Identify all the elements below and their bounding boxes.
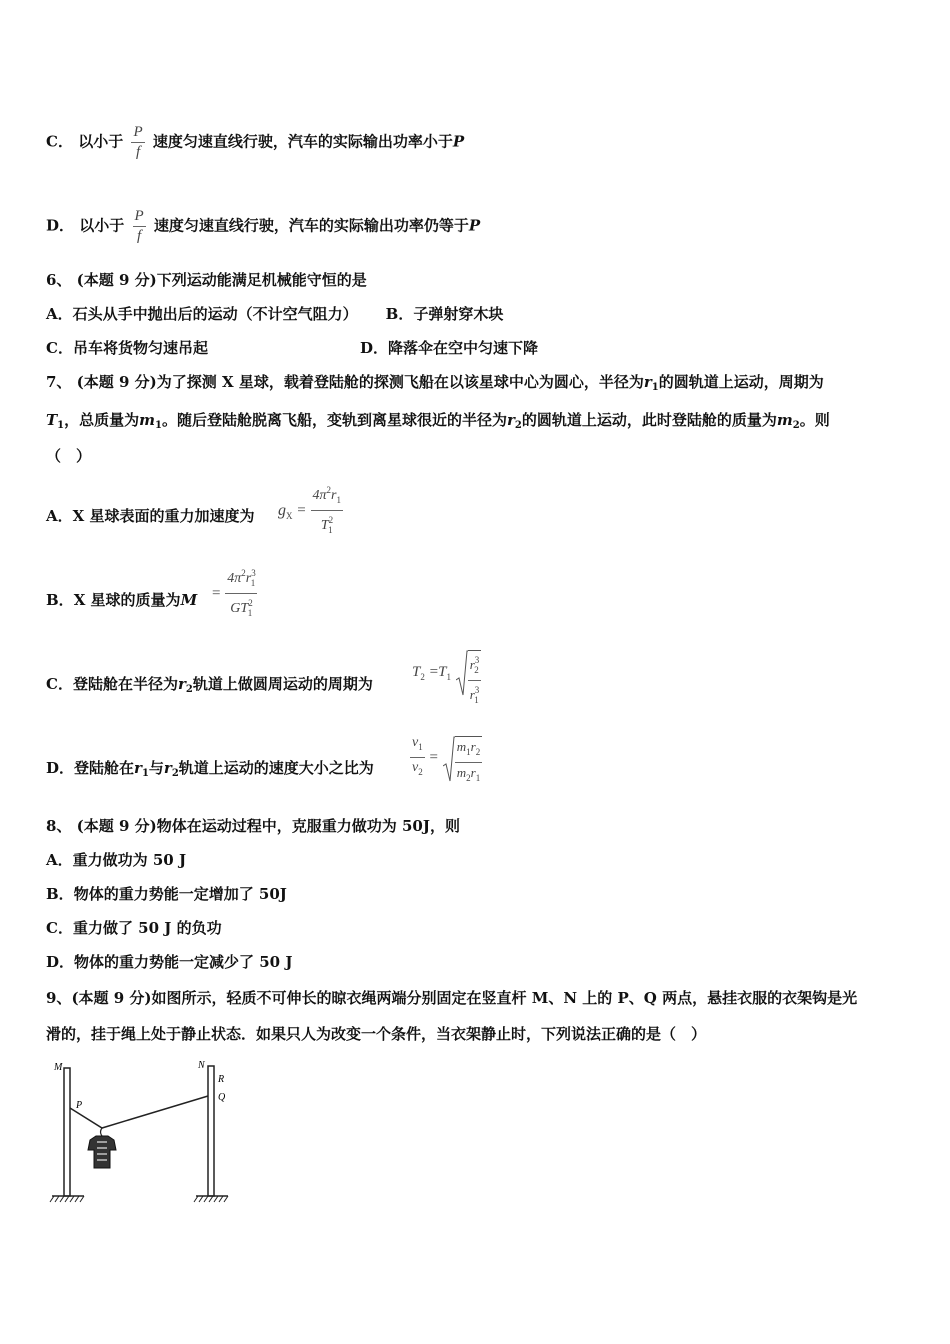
ground-left [50, 1196, 84, 1202]
label-p: P [76, 1100, 83, 1111]
label-n: N [198, 1060, 205, 1071]
shirt-icon [88, 1136, 116, 1168]
q8-stem: 8、 (本题 9 分)物体在运动过程中，克服重力做功为 50J，则 [46, 817, 460, 835]
q7-option-a: A．X 星球表面的重力加速度为 [46, 507, 255, 525]
q6-stem: 6、 (本题 9 分)下列运动能满足机械能守恒的是 [46, 271, 367, 289]
q5-option-c: C． 以小于 $\frac{P}{f}$ 速度匀速直线行驶，汽车的实际输出功率小于P [46, 124, 465, 160]
formula-period: $T_2 =T_1$ $\frac{r^3_2}{r^3_1}$ [412, 650, 481, 694]
formula-mass: = $\frac{4\pi^2r^3_1}{GT^2_1}$ [212, 565, 260, 622]
ground-right [194, 1196, 228, 1202]
hanger-hook [101, 1128, 103, 1136]
q6-options-ab: A．石头从手中抛出后的运动（不计空气阻力） B．子弹射穿木块 [46, 305, 504, 323]
label-m: M [54, 1062, 63, 1073]
label-q: Q [218, 1092, 226, 1103]
formula-speed-ratio: $\frac{v_1}{v_2}$ = $\frac{m_1r_2}{m_2r_1}$ [410, 734, 482, 781]
label-r: R [218, 1074, 225, 1085]
q8-option-c: C．重力做了 50 J 的负功 [46, 919, 222, 937]
pole-m [64, 1068, 70, 1196]
q8-option-a: A．重力做功为 50 J [46, 851, 187, 869]
q7-option-b: B．X 星球的质量为M [46, 591, 198, 609]
clothesline-figure [44, 1058, 244, 1214]
fraction-p-over-f: $\frac{P}{f}$ [134, 208, 144, 244]
formula-gx: $g_X$ = $\frac{4\pi^2r_1}{T^2_1}$ [278, 482, 346, 539]
q8-option-b: B．物体的重力势能一定增加了 50J [46, 885, 287, 903]
q7-option-c: C．登陆舱在半径为$r_2$轨道上做圆周运动的周期为 [46, 675, 373, 695]
fraction-p-over-f: $\frac{P}{f}$ [133, 124, 143, 160]
q5-option-d: D． 以小于 $\frac{P}{f}$ 速度匀速直线行驶，汽车的实际输出功率仍等于P [46, 208, 481, 244]
q9-stem-line1: 9、(本题 9 分)如图所示，轻质不可伸长的晾衣绳两端分别固定在竖直杆 M、N 上的 P、Q 两点，悬挂衣服的衣架钩是光 [46, 989, 858, 1007]
q9-stem-line2: 滑的，挂于绳上处于静止状态．如果只人为改变一个条件，当衣架静止时，下列说法正确的是（ ） [46, 1025, 707, 1043]
q8-option-d: D．物体的重力势能一定减少了 50 J [46, 953, 293, 971]
q6-options-cd: C．吊车将货物匀速吊起 D．降落伞在空中匀速下降 [46, 339, 538, 357]
pole-n [208, 1066, 214, 1196]
clothesline-rope [70, 1096, 208, 1128]
q7-stem-line2: $T_1$，总质量为$m_1$。随后登陆舱脱离飞船，变轨到离星球很近的半径为$r_2$的圆轨道上运动，此时登陆舱的质量为$m_2$。则 [46, 411, 830, 431]
q7-answer-paren: （ ） [46, 447, 92, 465]
q7-option-d: D．登陆舱在$r_1$与$r_2$轨道上运动的速度大小之比为 [46, 759, 374, 779]
q7-stem-line1: 7、 (本题 9 分)为了探测 X 星球，载着登陆舱的探测飞船在以该星球中心为圆心，半径为$r_1$的圆轨道上运动，周期为 [46, 373, 824, 393]
